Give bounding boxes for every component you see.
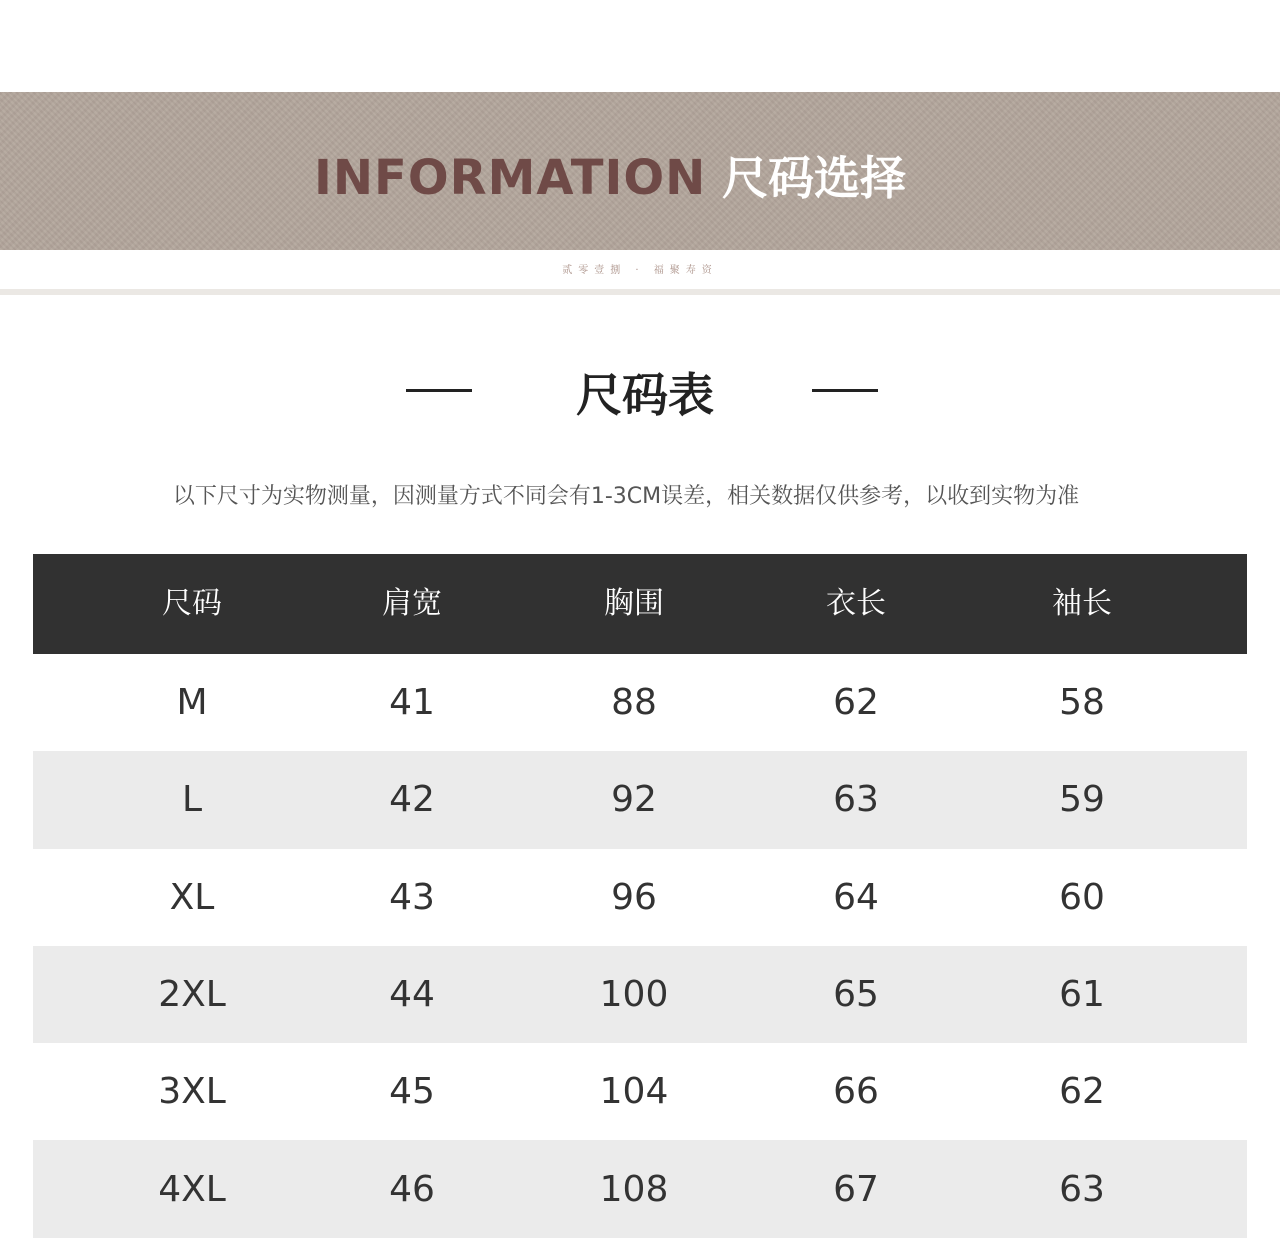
title-right-rule bbox=[812, 389, 878, 392]
cell-shoulder: 44 bbox=[389, 974, 435, 1016]
banner-tagline: 贰零壹捌 · 福聚寿资 bbox=[562, 265, 718, 276]
table-row bbox=[33, 751, 1247, 848]
header-length: 衣长 bbox=[826, 586, 886, 621]
cell-size: 3XL bbox=[158, 1071, 226, 1113]
cell-chest: 96 bbox=[611, 876, 657, 918]
cell-size: M bbox=[176, 682, 208, 724]
table-row bbox=[33, 946, 1247, 1043]
table-row bbox=[33, 1140, 1247, 1237]
table-row bbox=[33, 654, 1247, 751]
cell-size: XL bbox=[169, 876, 215, 918]
cell-sleeve: 61 bbox=[1059, 974, 1105, 1016]
header-size: 尺码 bbox=[162, 586, 222, 621]
cell-shoulder: 43 bbox=[389, 876, 435, 918]
cell-size: L bbox=[181, 779, 203, 821]
measurement-note: 以下尺寸为实物测量，因测量方式不同会有1-3CM误差，相关数据仅供参考，以收到实物为准 bbox=[172, 484, 1080, 509]
banner-divider bbox=[0, 289, 1280, 295]
cell-sleeve: 59 bbox=[1059, 779, 1105, 821]
cell-chest: 100 bbox=[599, 974, 669, 1016]
cell-size: 4XL bbox=[158, 1168, 226, 1210]
cell-length: 67 bbox=[833, 1168, 879, 1210]
header-chest: 胸围 bbox=[604, 586, 664, 621]
size-table bbox=[33, 554, 1247, 1238]
cell-length: 62 bbox=[833, 682, 879, 724]
cell-sleeve: 63 bbox=[1059, 1168, 1105, 1210]
cell-size: 2XL bbox=[158, 974, 226, 1016]
cell-length: 65 bbox=[833, 974, 879, 1016]
cell-length: 63 bbox=[833, 779, 879, 821]
cell-shoulder: 46 bbox=[389, 1168, 435, 1210]
size-table-header bbox=[33, 554, 1247, 654]
banner-title-en: INFORMATION bbox=[314, 150, 707, 206]
cell-sleeve: 58 bbox=[1059, 682, 1105, 724]
cell-shoulder: 41 bbox=[389, 682, 435, 724]
cell-shoulder: 45 bbox=[389, 1071, 435, 1113]
section-title: 尺码表 bbox=[576, 368, 714, 422]
cell-length: 64 bbox=[833, 876, 879, 918]
cell-chest: 108 bbox=[599, 1168, 669, 1210]
cell-length: 66 bbox=[833, 1071, 879, 1113]
header-sleeve: 袖长 bbox=[1052, 586, 1112, 621]
header-shoulder: 肩宽 bbox=[382, 586, 442, 621]
cell-chest: 92 bbox=[611, 779, 657, 821]
cell-chest: 104 bbox=[599, 1071, 669, 1113]
cell-sleeve: 60 bbox=[1059, 876, 1105, 918]
cell-chest: 88 bbox=[611, 682, 657, 724]
banner-title-cn: 尺码选择 bbox=[722, 151, 906, 205]
table-row bbox=[33, 849, 1247, 946]
table-row bbox=[33, 1043, 1247, 1140]
title-left-rule bbox=[406, 389, 472, 392]
cell-shoulder: 42 bbox=[389, 779, 435, 821]
cell-sleeve: 62 bbox=[1059, 1071, 1105, 1113]
